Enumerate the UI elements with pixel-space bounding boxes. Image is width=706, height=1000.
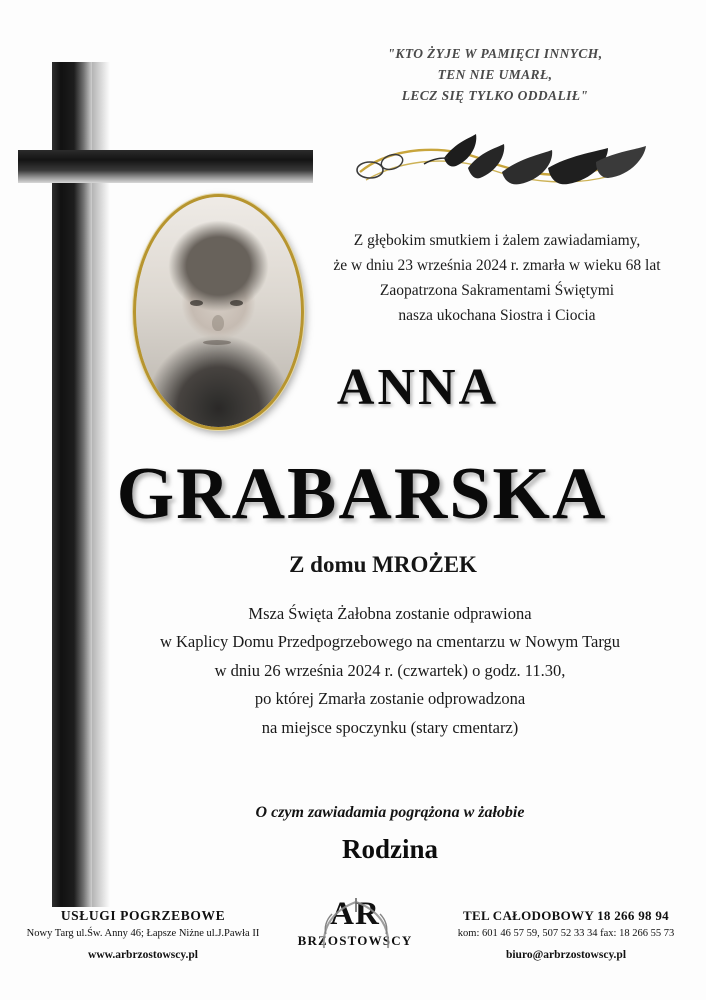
mass-line-1: Msza Święta Żałobna zostanie odprawiona	[248, 604, 532, 623]
footer-address: Nowy Targ ul.Św. Anny 46; Łapsze Niżne ul.J.Pawła II	[26, 928, 260, 939]
announcement-line-2: że w dniu 23 września 2024 r. zmarła w wieku 68 lat	[333, 257, 661, 275]
footer-company-info	[8, 908, 278, 961]
quote-line-3: LECZ SIĘ TYLKO ODDALIŁ"	[401, 87, 589, 103]
announcement-line-3: Zaopatrzona Sakramentami Świętymi	[379, 282, 615, 300]
memorial-quote	[330, 44, 660, 107]
mass-line-3: w dniu 26 września 2024 r. (czwartek) o godz. 11.30,	[214, 660, 566, 680]
logo-monogram: AR	[330, 896, 380, 932]
mass-line-4: po której Zmarła zostanie odprowadzona	[254, 689, 526, 709]
logo-wreath-icon	[304, 896, 408, 958]
leaf-ornament-icon	[352, 128, 652, 196]
announcement-line-1: Z głębokim smutkiem i żalem zawiadamiamy,	[353, 232, 641, 249]
photo-detail	[230, 300, 243, 306]
footer-phone-title: TEL CAŁODOBOWY 18 266 98 94	[463, 908, 669, 923]
photo-detail	[190, 300, 203, 306]
quote-line-1: "KTO ŻYJE W PAMIĘCI INNYCH,	[387, 46, 603, 61]
company-logo	[282, 898, 428, 949]
cross-horizontal-beam	[18, 150, 313, 183]
family-notice: O czym zawiadamia pogrążona w żałobie	[255, 804, 525, 821]
family-signature: Rodzina	[341, 834, 439, 864]
logo-company-name: BRZOSTOWSCY	[297, 933, 413, 948]
announcement-text	[306, 228, 688, 328]
footer-website[interactable]: www.arbrzostowscy.pl	[88, 949, 198, 961]
announcement-line-4: nasza ukochana Siostra i Ciocia	[398, 307, 596, 325]
deceased-maiden-name: Z domu MROŻEK	[289, 552, 477, 577]
funeral-mass-details	[90, 600, 690, 742]
footer-phone-numbers: kom: 601 46 57 59, 507 52 33 34 fax: 18 266 55 73	[457, 928, 675, 939]
quote-line-2: TEN NIE UMARŁ,	[437, 66, 553, 82]
footer-services-title: USŁUGI POGRZEBOWE	[60, 908, 226, 923]
photo-detail	[212, 315, 224, 331]
deceased-first-name: ANNA	[336, 359, 500, 416]
footer-email[interactable]: biuro@arbrzostowscy.pl	[505, 949, 627, 961]
deceased-last-name: GRABARSKA	[116, 453, 608, 535]
mass-line-2: w Kaplicy Domu Przedpogrzebowego na cmentarzu w Nowym Targu	[159, 632, 621, 652]
photo-detail	[203, 340, 231, 345]
footer-contact-info	[432, 908, 700, 961]
mass-line-5: na miejsce spoczynku (stary cmentarz)	[261, 717, 519, 737]
